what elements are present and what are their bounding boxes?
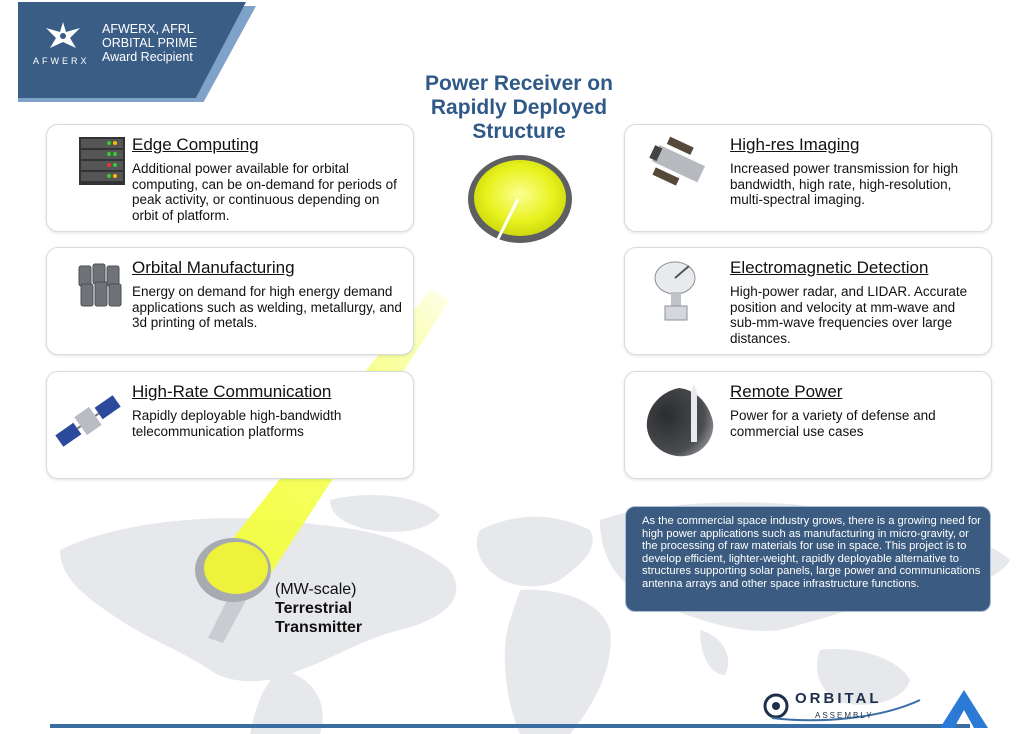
bottom-rule — [50, 724, 970, 728]
transmitter-dish-icon — [188, 528, 278, 648]
org-line-3: Award Recipient — [102, 50, 193, 64]
metal-barrels-icon — [77, 262, 125, 308]
orbital-wordmark: ORBITAL — [795, 690, 882, 707]
org-line-1: AFWERX, AFRL — [102, 22, 194, 36]
card-description: High-power radar, and LIDAR. Accurate position and velocity at mm-wave and sub-mm-wave frequencies over large distances. — [730, 284, 968, 346]
card-description: Power for a variety of defense and commercial use cases — [730, 408, 936, 439]
transmitter-line-1: Terrestrial — [275, 600, 353, 617]
card-description: Rapidly deployable high-bandwidth telecommunication platforms — [132, 408, 342, 439]
air-force-wings-icon — [42, 18, 84, 56]
card-title: Edge Computing — [132, 135, 259, 154]
org-line-2: ORBITAL PRIME — [102, 36, 198, 50]
card-title: High-res Imaging — [730, 135, 860, 154]
card-high-res-imaging — [624, 124, 992, 232]
space-telescope-icon — [639, 135, 719, 195]
card-electromagnetic-detection — [624, 247, 992, 355]
card-high-rate-communication — [46, 371, 414, 479]
satellite-icon — [51, 386, 125, 456]
card-description: Energy on demand for high energy demand applications such as welding, metallurgy, and 3d printing of metals. — [132, 284, 402, 330]
card-title: High-Rate Communication — [132, 382, 332, 401]
card-description: Additional power available for orbital computing, can be on-demand for periods of peak activity, or continuous depending on orbit of platform. — [132, 161, 397, 223]
card-title: Electromagnetic Detection — [730, 258, 929, 277]
assembly-wordmark: ASSEMBLY — [815, 711, 874, 720]
page-title: Power Receiver on Rapidly Deployed Structure — [425, 72, 613, 143]
card-title: Orbital Manufacturing — [132, 258, 295, 277]
card-title: Remote Power — [730, 382, 843, 401]
card-remote-power — [624, 371, 992, 479]
afwerx-wordmark: AFWERX — [33, 56, 90, 66]
card-description: Increased power transmission for high bandwidth, high rate, high-resolution, multi-spectral imaging. — [730, 161, 959, 207]
server-rack-icon — [79, 137, 125, 185]
afwerx-delta-logo-icon — [940, 690, 988, 728]
project-summary-text: As the commercial space industry grows, there is a growing need for high power applications such as manufacturing in micro-gravity, or the processing of raw materials for use in space. This project is to develop efficient, lighter-weight, rapidly deployable alternative to structures supporting solar panels, large power and communications antenna arrays and other space infrastructure functions. — [642, 515, 981, 590]
card-orbital-manufacturing — [46, 247, 414, 355]
project-summary-box — [625, 506, 991, 612]
receiver-dish-icon — [466, 153, 574, 245]
moon-rocket-icon — [639, 382, 719, 462]
transmitter-line-2: Transmitter — [275, 619, 363, 636]
transmitter-scale: (MW-scale) — [275, 581, 357, 598]
card-edge-computing — [46, 124, 414, 232]
radar-dish-icon — [649, 258, 705, 324]
transmitter-label — [275, 580, 362, 637]
banner-text — [102, 22, 252, 64]
